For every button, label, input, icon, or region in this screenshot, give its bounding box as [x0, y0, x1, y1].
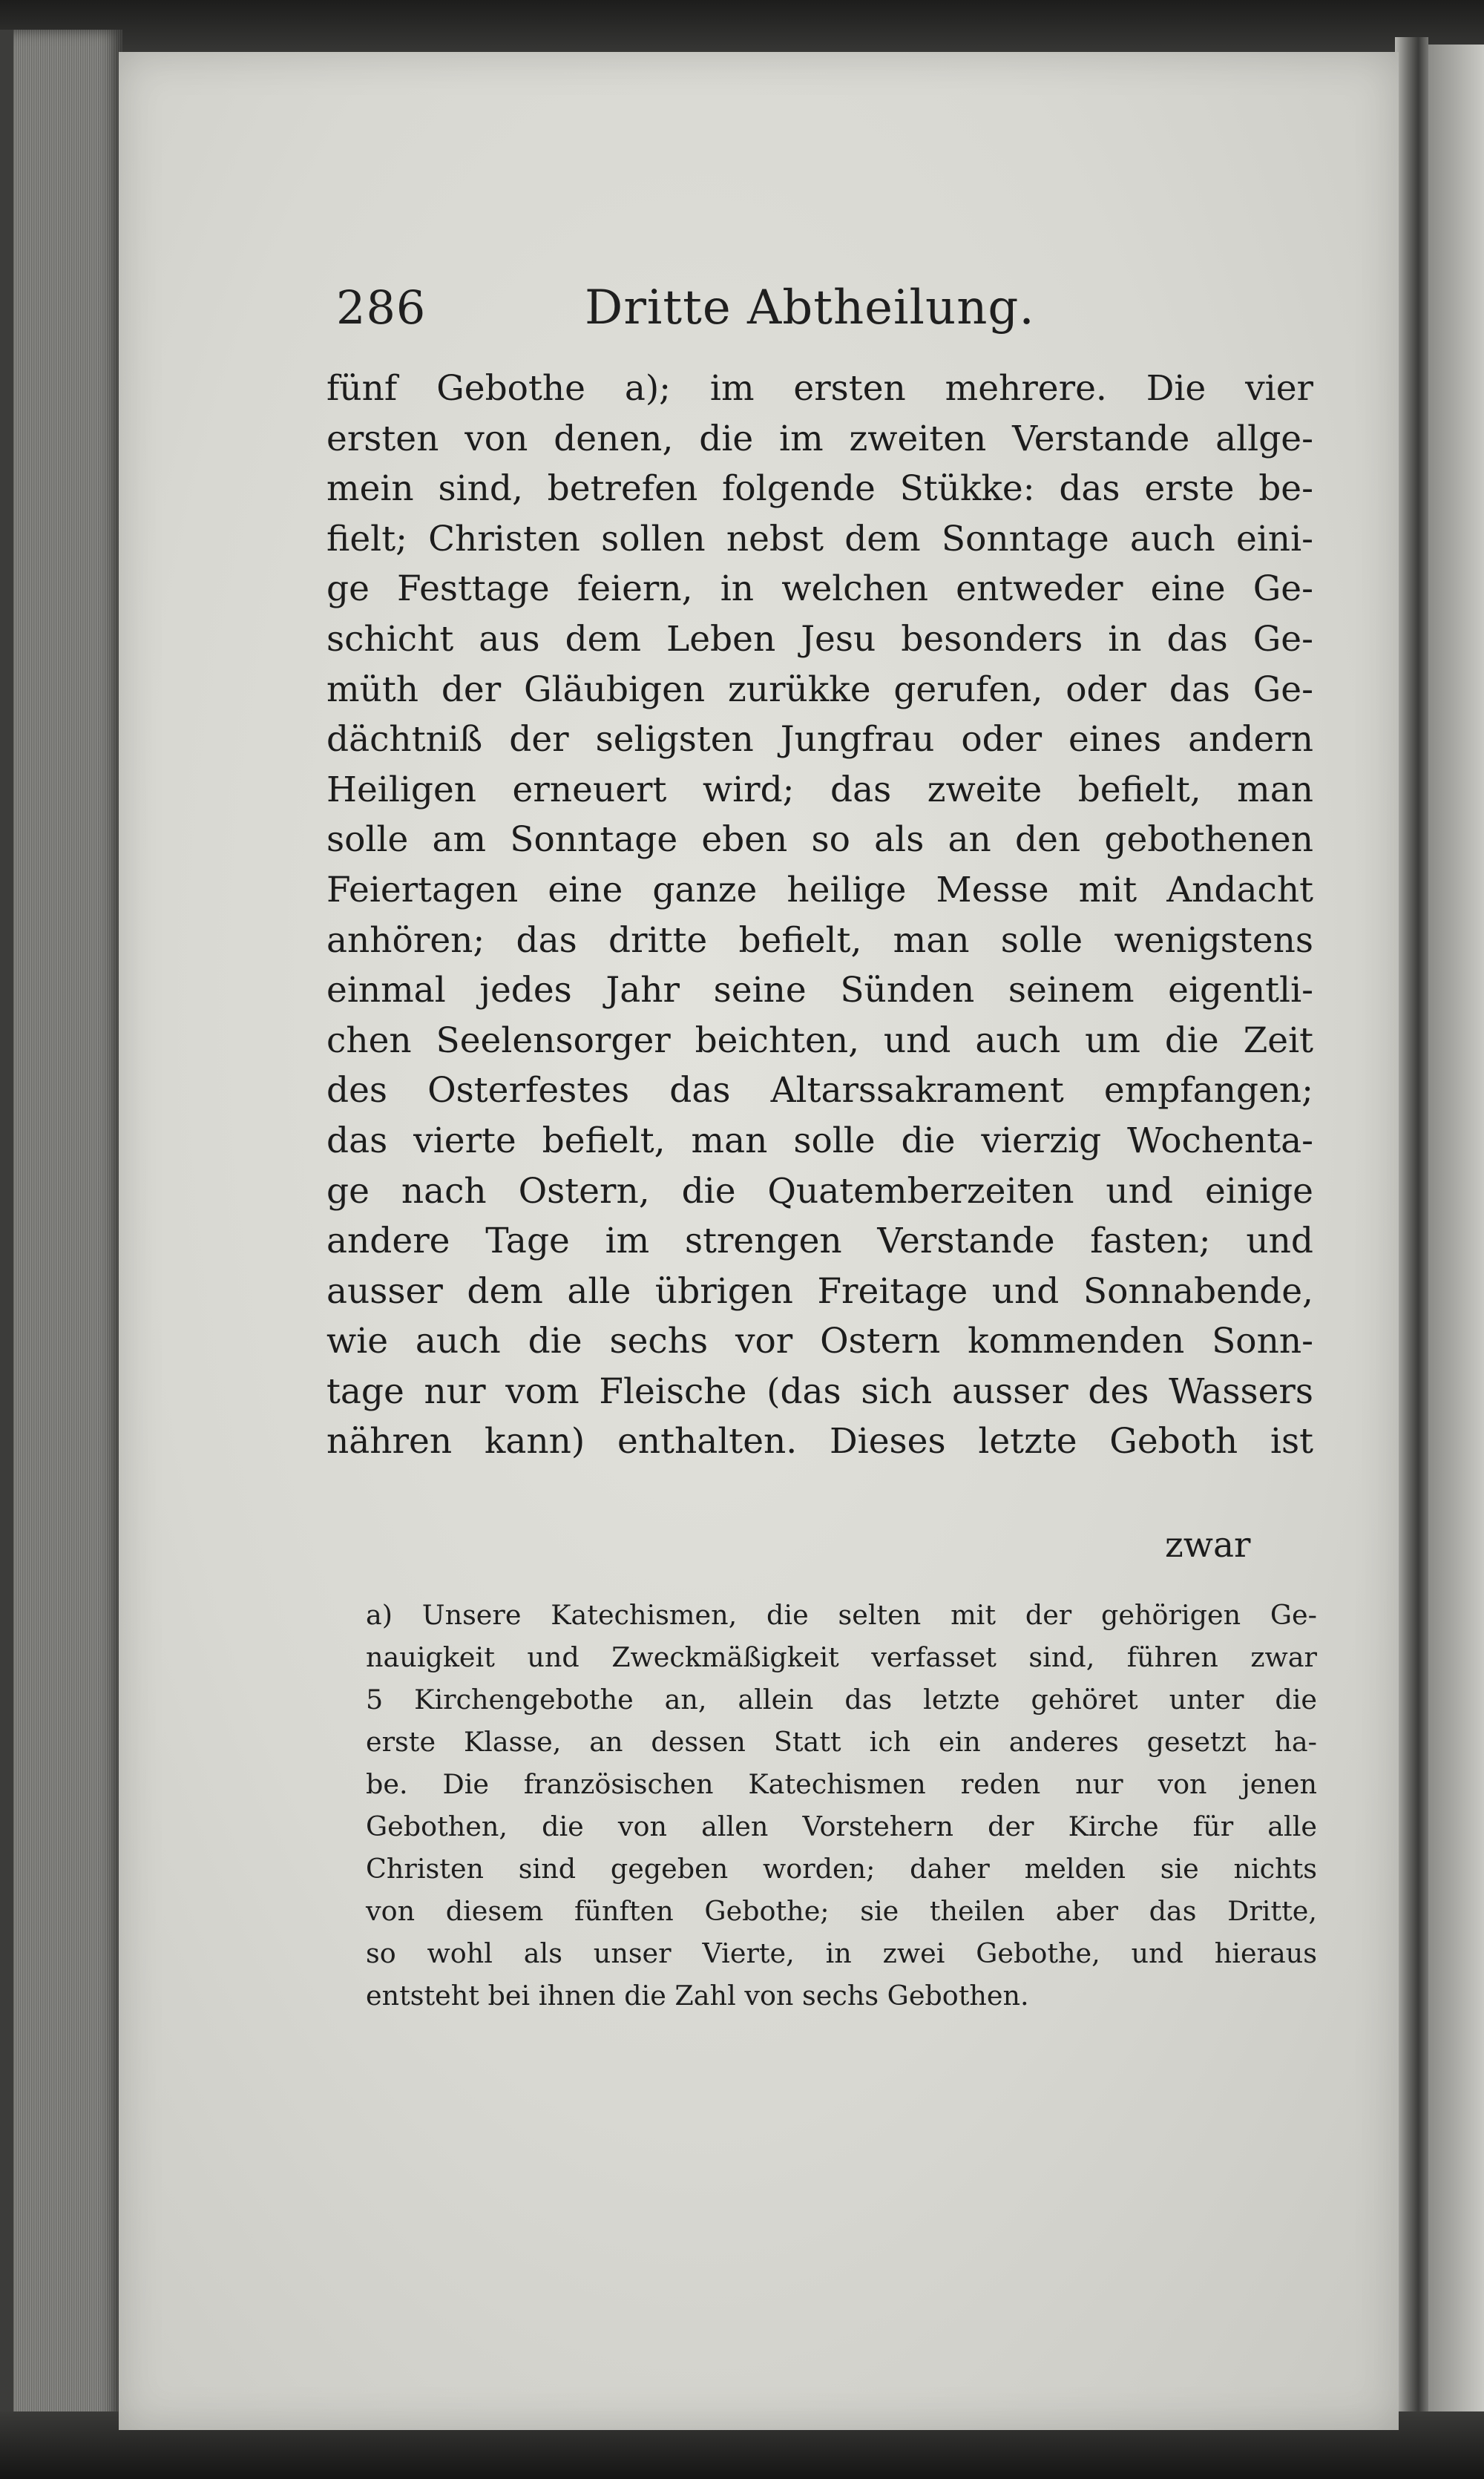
- footnote-line: nauigkeit und Zweckmäßigkeit verfasset sind, führen zwar: [366, 1641, 1317, 1673]
- body-line: ge Festtage feiern, in welchen entweder eine Ge-: [326, 568, 1313, 610]
- body-line: fünf Gebothe a); im ersten mehrere. Die vier: [326, 368, 1313, 409]
- footnote-line: erste Klasse, an dessen Statt ich ein anderes gesetzt ha-: [366, 1726, 1317, 1758]
- body-line: solle am Sonntage eben so als an den gebothenen: [326, 819, 1313, 861]
- running-head: Dritte Abtheilung.: [585, 280, 1035, 335]
- body-line: fielt; Christen sollen nebst dem Sonntage auch eini-: [326, 518, 1313, 559]
- body-line: chen Seelensorger beichten, und auch um die Zeit: [326, 1019, 1313, 1061]
- body-line: ausser dem alle übrigen Freitage und Sonnabende,: [326, 1270, 1313, 1312]
- footnote-line: entsteht bei ihnen die Zahl von sechs Gebothen.: [366, 1980, 1029, 2012]
- body-line: andere Tage im strengen Verstande fasten; und: [326, 1221, 1313, 1262]
- body-line: tage nur vom Fleische (das sich ausser des Wassers: [326, 1370, 1313, 1412]
- body-line: des Osterfestes das Altarssakrament empfangen;: [326, 1070, 1313, 1112]
- footnote-line: so wohl als unser Vierte, in zwei Gebothe, und hieraus: [366, 1937, 1317, 1969]
- body-line: einmal jedes Jahr seine Sünden seinem eigentli-: [326, 970, 1313, 1011]
- page-header: [336, 280, 1449, 347]
- footnote-line: 5 Kirchengebothe an, allein das letzte gehöret unter die: [366, 1684, 1317, 1715]
- footnote-line: von diesem fünften Gebothe; sie theilen aber das Dritte,: [366, 1895, 1317, 1927]
- body-line: müth der Gläubigen zurükke gerufen, oder das Ge-: [326, 669, 1313, 710]
- body-line: dächtniß der seligsten Jungfrau oder eines andern: [326, 719, 1313, 761]
- scanner-background-top: [0, 0, 1484, 59]
- catchword: zwar: [1165, 1525, 1251, 1566]
- footnote-line: Gebothen, die von allen Vorstehern der Kirche für alle: [366, 1810, 1317, 1842]
- body-line: wie auch die sechs vor Ostern kommenden Sonn-: [326, 1321, 1313, 1362]
- body-line: schicht aus dem Leben Jesu besonders in das Ge-: [326, 618, 1313, 660]
- book-cover-edge: [0, 30, 13, 2449]
- page-number: 286: [336, 280, 427, 335]
- facing-page-edge: [1428, 45, 1484, 2434]
- body-line: Heiligen erneuert wird; das zweite befielt, man: [326, 769, 1313, 810]
- body-line: ge nach Ostern, die Quatemberzeiten und einige: [326, 1170, 1313, 1212]
- footnote: [366, 1594, 1317, 2017]
- body-line: nähren kann) enthalten. Dieses letzte Geboth ist: [326, 1421, 1313, 1462]
- body-line: das vierte befielt, man solle die vierzig Wochenta-: [326, 1120, 1313, 1161]
- body-line: mein sind, betrefen folgende Stükke: das erste be-: [326, 468, 1313, 510]
- book-gutter: [1395, 37, 1428, 2441]
- body-text: [326, 364, 1313, 1467]
- footnote-line: a) Unsere Katechismen, die selten mit der gehörigen Ge-: [366, 1599, 1317, 1631]
- body-line: ersten von denen, die im zweiten Verstande allge-: [326, 418, 1313, 459]
- footnote-line: Christen sind gegeben worden; daher melden sie nichts: [366, 1853, 1317, 1885]
- footnote-line: be. Die französischen Katechismen reden nur von jenen: [366, 1768, 1317, 1800]
- body-line: Feiertagen eine ganze heilige Messe mit Andacht: [326, 869, 1313, 910]
- body-line: anhören; das dritte befielt, man solle wenigstens: [326, 919, 1313, 961]
- book-page-edges: [0, 30, 122, 2449]
